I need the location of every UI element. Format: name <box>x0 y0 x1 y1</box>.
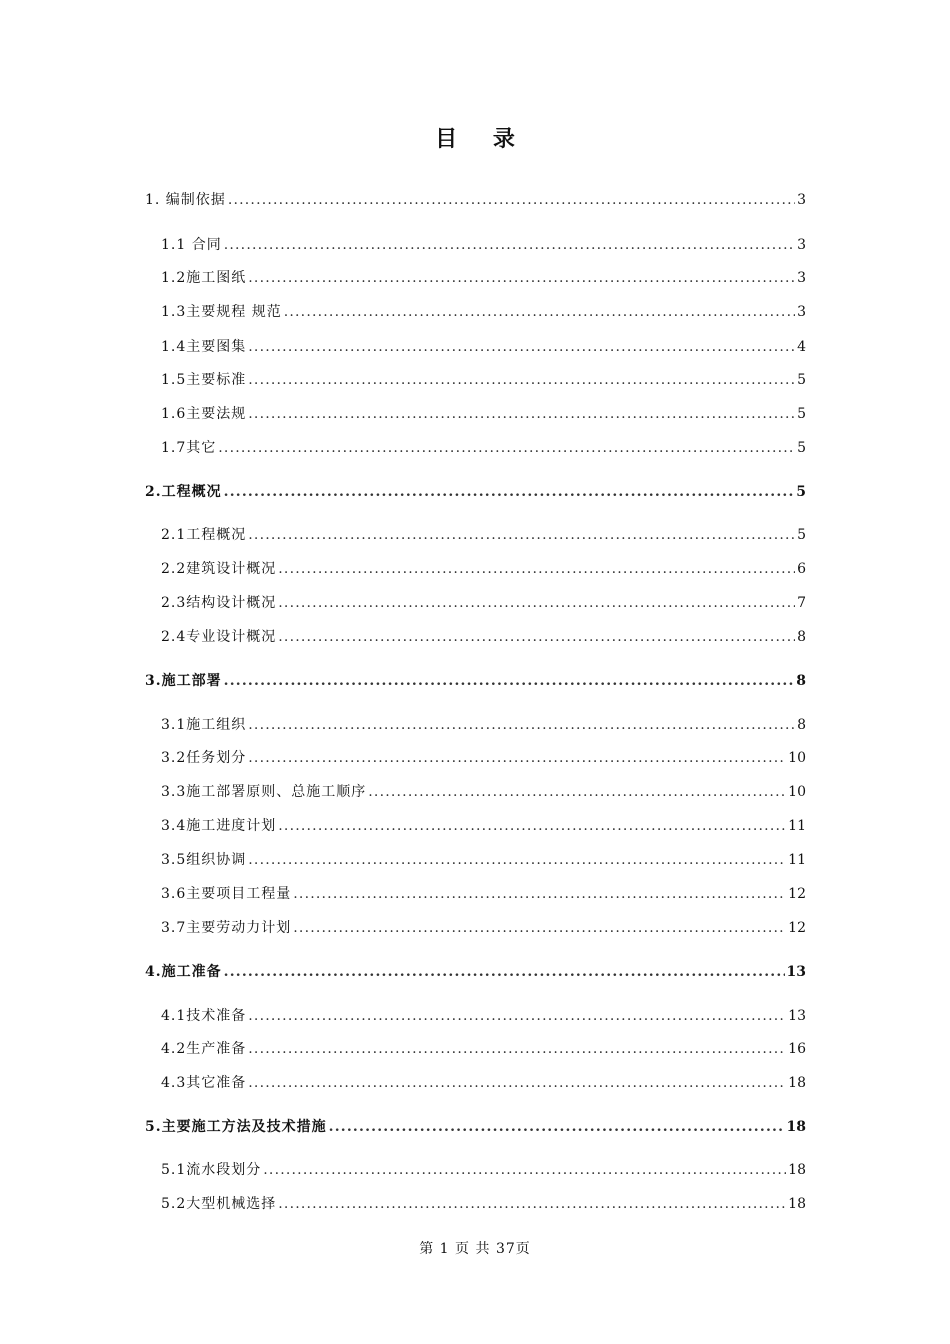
toc-entry[interactable] <box>161 1040 806 1058</box>
page-footer: 第 1 页 共 37页 <box>419 1241 531 1257</box>
toc-entry[interactable] <box>161 560 806 578</box>
toc-entry-page-number: 3 <box>797 304 806 320</box>
toc-entry-page-number: 13 <box>786 964 806 980</box>
toc-entry-page-number: 5 <box>796 484 806 500</box>
toc-entry-page-number: 4 <box>797 339 806 355</box>
toc-entry-page-number: 10 <box>788 784 806 800</box>
toc-entry-label: 2.4专业设计概况 <box>161 629 277 645</box>
toc-entry[interactable] <box>161 851 806 869</box>
toc-entry-label: 4.2生产准备 <box>161 1041 247 1057</box>
toc-entry-label: 1.4主要图集 <box>161 339 247 355</box>
toc-leader-dots <box>248 1007 786 1025</box>
toc-entry[interactable] <box>161 371 806 389</box>
toc-entry-page-number: 10 <box>788 750 806 766</box>
toc-entry-page-number: 3 <box>797 192 806 208</box>
toc-leader-dots <box>293 919 786 937</box>
toc-entry-label: 3.1施工组织 <box>161 717 247 733</box>
toc-entry-page-number: 11 <box>788 852 806 868</box>
toc-entry-label: 2.1工程概况 <box>161 527 247 543</box>
toc-entry[interactable] <box>161 919 806 937</box>
toc-entry-label: 5.1流水段划分 <box>161 1162 262 1178</box>
toc-entry[interactable] <box>161 338 806 356</box>
toc-entry-page-number: 8 <box>797 629 806 645</box>
toc-entry[interactable] <box>161 817 806 835</box>
toc-leader-dots <box>248 269 795 287</box>
toc-entry[interactable] <box>161 405 806 423</box>
toc-leader-dots <box>248 1074 786 1092</box>
toc-entry-page-number: 5 <box>797 440 806 456</box>
toc-leader-dots <box>278 628 795 646</box>
toc-entry-label: 1.6主要法规 <box>161 406 247 422</box>
toc-entry-page-number: 11 <box>788 818 806 834</box>
toc-entry[interactable] <box>161 885 806 903</box>
toc-entry-page-number: 5 <box>797 527 806 543</box>
toc-entry-label: 3.施工部署 <box>145 673 222 689</box>
toc-entry-page-number: 5 <box>797 372 806 388</box>
toc-entry[interactable] <box>161 303 806 321</box>
toc-entry-page-number: 16 <box>788 1041 806 1057</box>
toc-entry-page-number: 7 <box>797 595 806 611</box>
toc-entry[interactable] <box>161 236 806 254</box>
toc-entry-label: 3.5组织协调 <box>161 852 247 868</box>
toc-entry[interactable] <box>161 1074 806 1092</box>
toc-entry-page-number: 3 <box>797 270 806 286</box>
toc-leader-dots <box>224 483 795 501</box>
toc-entry-label: 3.3施工部署原则、总施工顺序 <box>161 784 367 800</box>
toc-entry-label: 1.7其它 <box>161 440 217 456</box>
toc-entry-page-number: 5 <box>797 406 806 422</box>
toc-entry-label: 2.2建筑设计概况 <box>161 561 277 577</box>
toc-entry-page-number: 3 <box>797 237 806 253</box>
toc-entry-label: 4.1技术准备 <box>161 1008 247 1024</box>
toc-leader-dots <box>368 783 786 801</box>
toc-leader-dots <box>284 303 795 321</box>
toc-entry-label: 5.主要施工方法及技术措施 <box>145 1119 327 1135</box>
toc-entry[interactable] <box>161 269 806 287</box>
toc-entry-label: 4.3其它准备 <box>161 1075 247 1091</box>
toc-entry-label: 3.2任务划分 <box>161 750 247 766</box>
toc-entry[interactable] <box>145 672 806 690</box>
toc-leader-dots <box>278 817 786 835</box>
toc-leader-dots <box>248 526 795 544</box>
toc-leader-dots <box>248 851 786 869</box>
toc-leader-dots <box>224 236 795 254</box>
toc-entry[interactable] <box>161 1161 806 1179</box>
toc-entry-page-number: 12 <box>788 886 806 902</box>
toc-entry-page-number: 18 <box>786 1119 806 1135</box>
toc-entry-label: 1.2施工图纸 <box>161 270 247 286</box>
toc-entry[interactable] <box>161 783 806 801</box>
toc-leader-dots <box>278 594 795 612</box>
toc-entry-page-number: 18 <box>788 1196 806 1212</box>
toc-leader-dots <box>248 338 795 356</box>
toc-entry-label: 2.3结构设计概况 <box>161 595 277 611</box>
toc-entry[interactable] <box>161 439 806 457</box>
toc-entry-page-number: 12 <box>788 920 806 936</box>
toc-entry-label: 1.3主要规程 规范 <box>161 304 282 320</box>
toc-entry-page-number: 13 <box>788 1008 806 1024</box>
toc-leader-dots <box>248 405 795 423</box>
toc-entry-label: 4.施工准备 <box>145 964 222 980</box>
page-title: 目 录 <box>435 126 529 152</box>
toc-leader-dots <box>248 1040 786 1058</box>
toc-entry[interactable] <box>161 749 806 767</box>
toc-entry[interactable] <box>145 963 806 981</box>
toc-entry-label: 1.5主要标准 <box>161 372 247 388</box>
toc-leader-dots <box>293 885 786 903</box>
toc-entry-label: 3.4施工进度计划 <box>161 818 277 834</box>
toc-entry[interactable] <box>161 716 806 734</box>
toc-leader-dots <box>248 716 795 734</box>
toc-leader-dots <box>228 191 795 209</box>
toc-leader-dots <box>248 749 786 767</box>
toc-leader-dots <box>278 1195 786 1213</box>
toc-entry-page-number: 8 <box>796 673 806 689</box>
toc-leader-dots <box>329 1118 785 1136</box>
toc-leader-dots <box>248 371 795 389</box>
toc-entry[interactable] <box>145 191 806 209</box>
toc-entry[interactable] <box>161 628 806 646</box>
toc-entry-page-number: 18 <box>788 1162 806 1178</box>
toc-entry-page-number: 8 <box>797 717 806 733</box>
toc-leader-dots <box>224 963 785 981</box>
toc-entry-label: 1.1 合同 <box>161 237 222 253</box>
toc-entry-label: 5.2大型机械选择 <box>161 1196 277 1212</box>
toc-entry-label: 3.6主要项目工程量 <box>161 886 292 902</box>
toc-leader-dots <box>263 1161 786 1179</box>
toc-entry-page-number: 18 <box>788 1075 806 1091</box>
toc-entry-label: 1. 编制依据 <box>145 192 226 208</box>
toc-entry[interactable] <box>161 1007 806 1025</box>
toc-entry[interactable] <box>145 1118 806 1136</box>
toc-entry-page-number: 6 <box>797 561 806 577</box>
toc-entry[interactable] <box>161 1195 806 1213</box>
toc-leader-dots <box>278 560 795 578</box>
toc-entry[interactable] <box>161 594 806 612</box>
toc-leader-dots <box>224 672 795 690</box>
toc-entry-label: 3.7主要劳动力计划 <box>161 920 292 936</box>
toc-entry[interactable] <box>161 526 806 544</box>
toc-entry[interactable] <box>145 483 806 501</box>
toc-leader-dots <box>218 439 795 457</box>
toc-entry-label: 2.工程概况 <box>145 484 222 500</box>
